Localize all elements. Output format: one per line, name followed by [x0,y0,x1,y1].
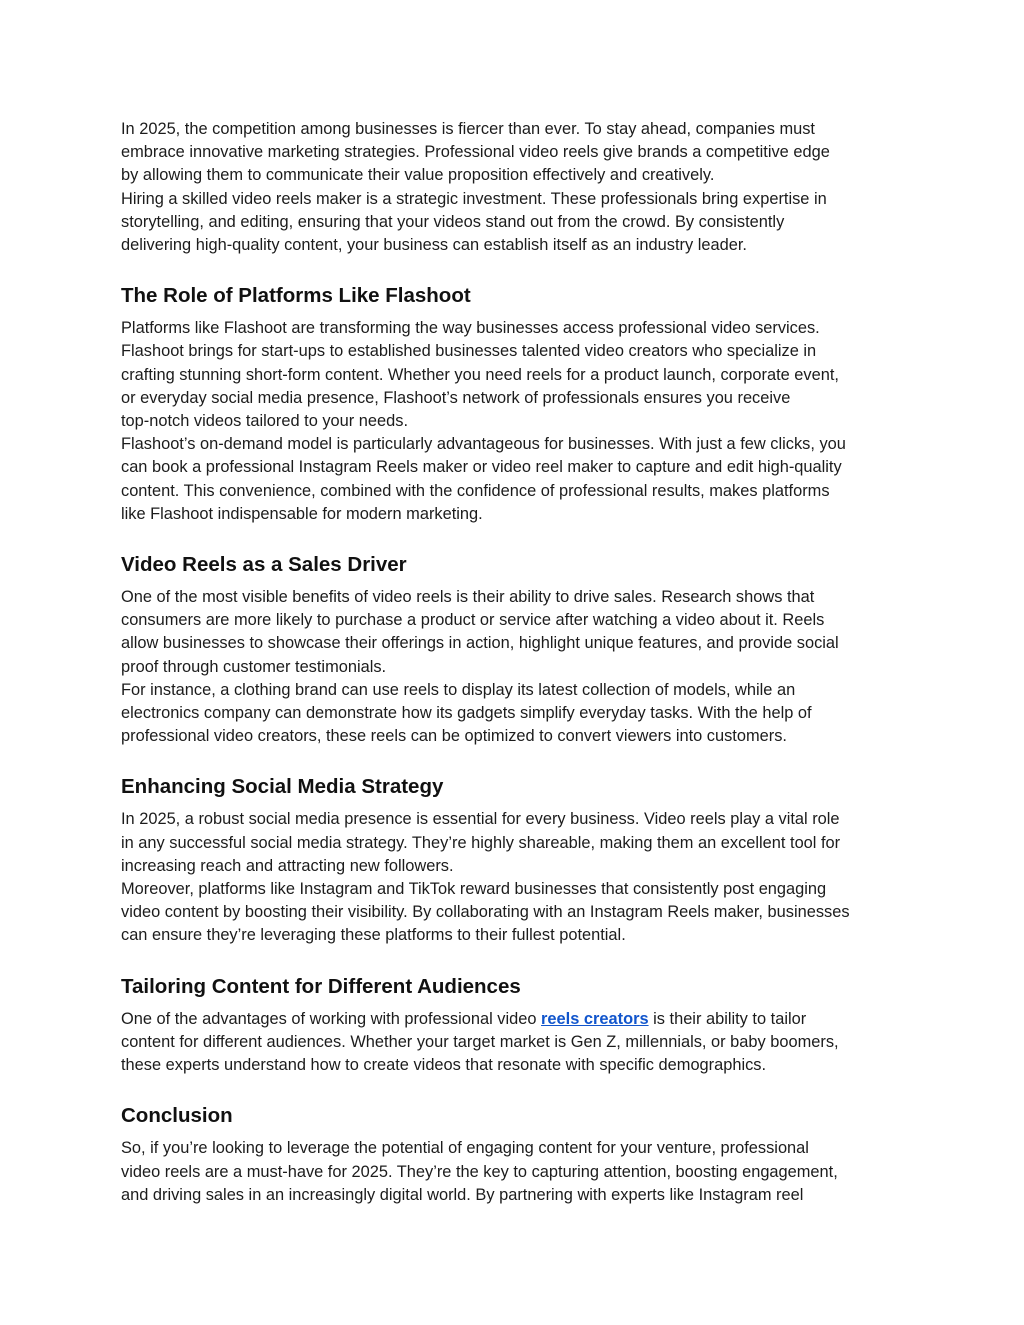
intro-paragraph-2: Hiring a skilled video reels maker is a strategic investment. These professionals bring expertise in storytelling, and editing, ensuring that your videos stand out from the crowd. By consistently delivering high-quality content, your business can establish itself as an industry leader. [121,189,827,255]
audiences-text-before-link: One of the advantages of working with professional video [121,1009,542,1028]
section-heading-conclusion: Conclusion [121,1104,233,1128]
section-heading-sales-driver: Video Reels as a Sales Driver [121,553,407,577]
reels-creators-link[interactable]: reels creators [541,1009,649,1028]
audiences-text-after-link: is their ability to tailor content for different audiences. Whether your target market is Gen Z, millennials, or baby boomers, these experts understand how to create videos that resonate with specific demographics. [121,1009,839,1075]
flashoot-paragraph-1: Platforms like Flashoot are transforming the way businesses access professional video services. Flashoot brings for start-ups to established businesses talented video creators who specialize in crafting stunning short-form content. Whether you need reels for a product launch, corporate event, or everyday social media presence, Flashoot’s network of professionals ensures you receive top-notch videos tailored to your needs. [121,319,839,431]
social-media-paragraph-1: In 2025, a robust social media presence is essential for every business. Video reels play a vital role in any successful social media strategy. They’re highly shareable, making them an excellent tool for increasing reach and attracting new followers. [121,810,841,875]
document-body [121,118,911,1207]
section-heading-social-media: Enhancing Social Media Strategy [121,775,444,799]
section-heading-audiences: Tailoring Content for Different Audiences [121,974,521,998]
social-media-paragraph-2: Moreover, platforms like Instagram and TikTok reward businesses that consistently post engaging video content by boosting their visibility. By collaborating with an Instagram Reels maker, businesses can ensure they’re leveraging these platforms to their fullest potential. [121,880,850,945]
audiences-paragraph [121,1008,911,1078]
conclusion-paragraph: So, if you’re looking to leverage the potential of engaging content for your venture, professional video reels are a must-have for 2025. They’re the key to capturing attention, boosting engagement, and driving sales in an increasingly digital world. By partnering with experts like Instagram reel [121,1139,838,1204]
sales-driver-paragraph-2: For instance, a clothing brand can use reels to display its latest collection of models, while an electronics company can demonstrate how its gadgets simplify everyday tasks. With the help of professional video creators, these reels can be optimized to convert viewers into customers. [121,680,812,746]
intro-paragraph-1: In 2025, the competition among businesses is fiercer than ever. To stay ahead, companies must embrace innovative marketing strategies. Professional video reels give brands a competitive edge by allowing them to communicate their value proposition effectively and creatively. [121,120,830,185]
flashoot-paragraph-2: Flashoot’s on-demand model is particularly advantageous for businesses. With just a few clicks, you can book a professional Instagram Reels maker or video reel maker to capture and edit high-quality content. This convenience, combined with the confidence of professional results, makes platforms like Flashoot indispensable for modern marketing. [121,435,846,523]
sales-driver-paragraph-1: One of the most visible benefits of video reels is their ability to drive sales. Research shows that consumers are more likely to purchase a product or service after watching a video about it. Reels allow businesses to showcase their offerings in action, highlight unique features, and provide social proof through customer testimonials. [121,588,839,676]
section-heading-flashoot: The Role of Platforms Like Flashoot [121,284,471,308]
